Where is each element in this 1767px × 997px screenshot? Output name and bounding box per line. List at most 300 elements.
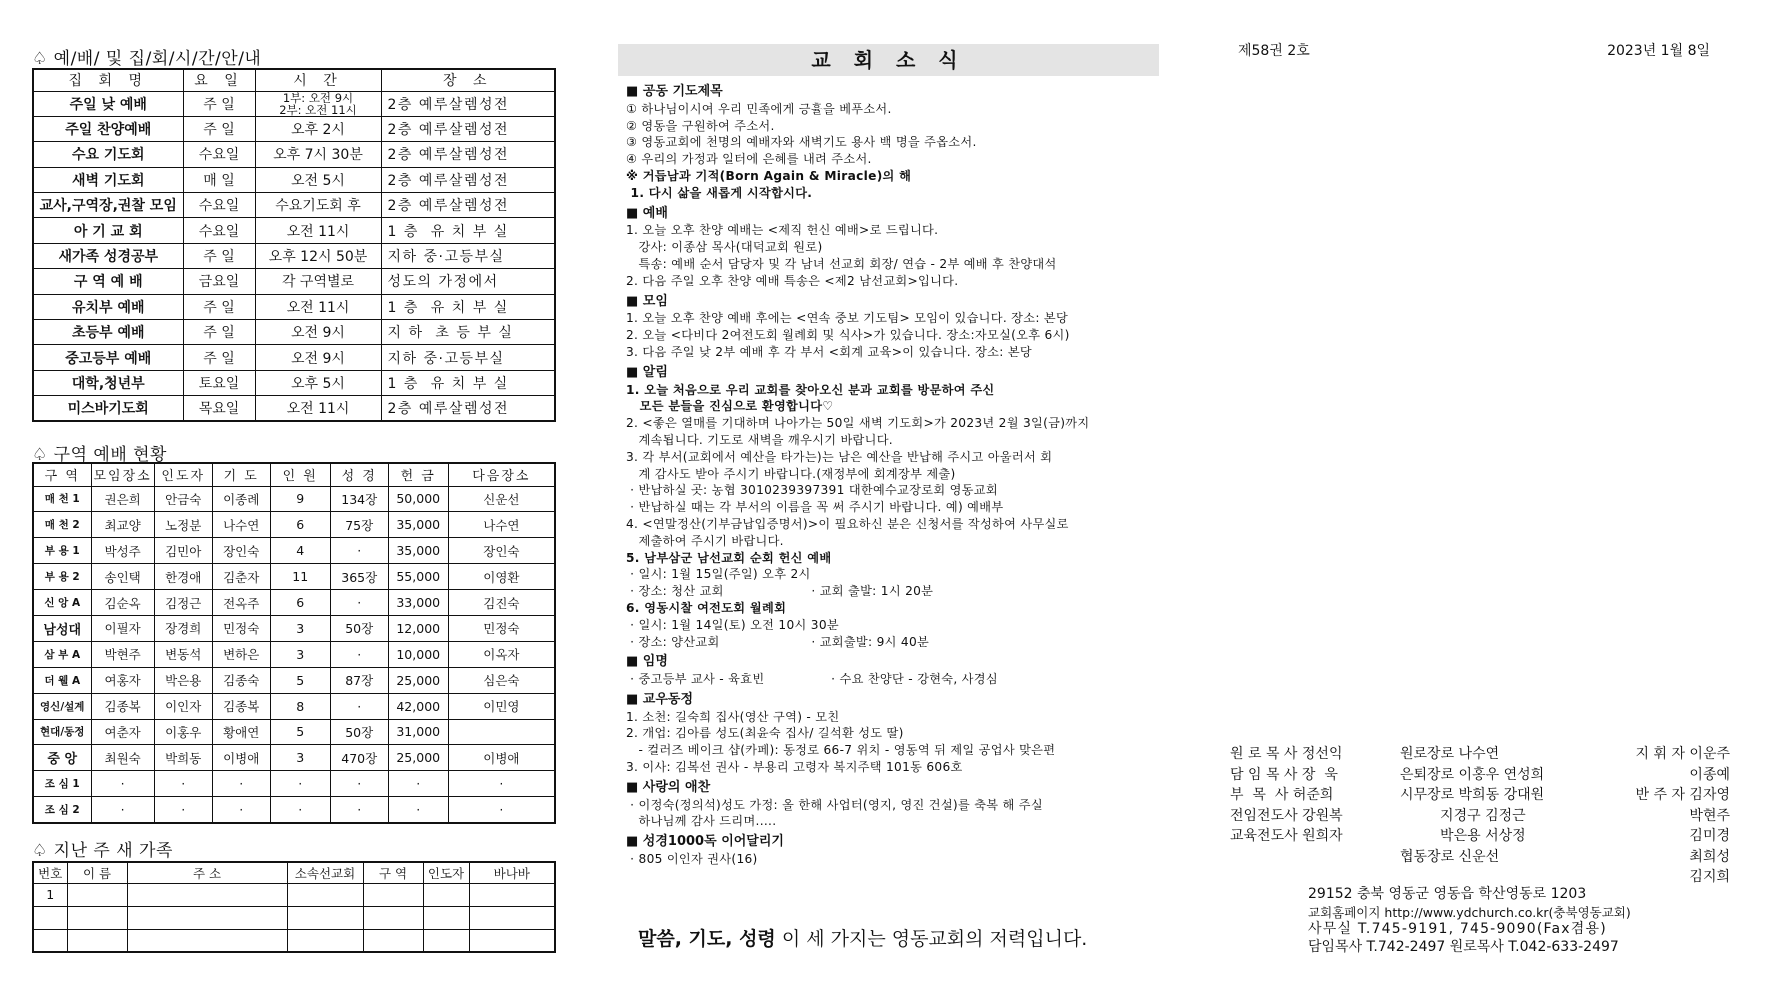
district-cell: 박현주 xyxy=(91,641,154,667)
district-cell: 김진숙 xyxy=(448,590,555,616)
motto-bold: 말씀, 기도, 성령 xyxy=(638,928,776,950)
worship-time: 오전 5시 xyxy=(255,167,381,192)
staff-entry: 이종예 xyxy=(1689,766,1730,783)
news-section-heading: ■ 예배 xyxy=(626,205,668,221)
news-line: · 장소: 양산교회 · 교회출발: 9시 40분 xyxy=(626,634,930,649)
news-line: 모든 분들을 진심으로 환영합니다♡ xyxy=(626,399,834,414)
district-cell: 박은용 xyxy=(154,667,212,693)
district-cell: · xyxy=(330,590,388,616)
district-cell: 이홍우 xyxy=(154,719,212,745)
worship-name: 대학,청년부 xyxy=(33,370,183,395)
staff-entry: 박은용 서상정 xyxy=(1400,828,1526,844)
newcomer-cell xyxy=(287,929,363,952)
district-status-title: ♤ 구역 예배 현황 xyxy=(32,445,167,465)
district-cell: 5 xyxy=(270,719,330,745)
worship-time: 오전 9시 xyxy=(255,345,381,370)
district-name: 부 용 2 xyxy=(33,564,91,590)
district-cell: 50,000 xyxy=(388,486,448,512)
district-cell: 김춘자 xyxy=(212,564,270,590)
church-news-body xyxy=(626,80,1166,868)
newcomer-row xyxy=(33,929,555,952)
district-cell: 이병애 xyxy=(212,745,270,771)
worship-day: 토요일 xyxy=(183,370,255,395)
district-cell: · xyxy=(154,771,212,797)
worship-place: 지하 중·고등부실 xyxy=(381,243,555,268)
district-name: 현대/동정 xyxy=(33,719,91,745)
worship-name: 구 역 예 배 xyxy=(33,269,183,294)
staff-entry: 반 주 자 김자영 xyxy=(1635,787,1730,803)
news-section-heading: ■ 성경1000독 이어달리기 xyxy=(626,834,784,850)
district-cell: 김종복 xyxy=(212,693,270,719)
district-cell: 9 xyxy=(270,486,330,512)
newcomer-header: 이 름 xyxy=(67,862,127,883)
newcomer-cell xyxy=(423,906,469,929)
worship-header: 시 간 xyxy=(255,69,381,91)
district-cell: 25,000 xyxy=(388,745,448,771)
news-line: ④ 우리의 가정과 일터에 은혜를 내려 주소서. xyxy=(626,152,872,167)
district-cell: 박희동 xyxy=(154,745,212,771)
worship-name: 미스바기도회 xyxy=(33,396,183,421)
news-section xyxy=(626,834,1166,868)
district-cell: · xyxy=(388,797,448,823)
district-cell: · xyxy=(388,771,448,797)
news-line: 5. 남부삼군 남선교회 순회 헌신 예배 xyxy=(626,550,832,565)
district-cell: · xyxy=(448,771,555,797)
news-line: 6. 영동시찰 여전도회 월례회 xyxy=(626,600,787,615)
newcomer-cell xyxy=(67,883,127,906)
worship-day: 수요일 xyxy=(183,142,255,167)
newcomer-cell xyxy=(469,883,555,906)
news-line: 1. 소천: 길숙희 집사(영산 구역) - 모친 xyxy=(626,709,840,724)
worship-row xyxy=(33,294,555,319)
worship-time: 오후 12시 50분 xyxy=(255,243,381,268)
church-news-title: 교 회 소 식 xyxy=(618,44,1159,76)
district-cell xyxy=(448,719,555,745)
news-line: 1. 오늘 오후 찬양 예배는 <제직 헌신 예배>로 드립니다. xyxy=(626,223,939,238)
worship-name: 새가족 성경공부 xyxy=(33,243,183,268)
newcomer-cell xyxy=(127,906,287,929)
district-cell: 노정분 xyxy=(154,512,212,538)
newcomer-header-row xyxy=(33,862,555,883)
district-cell: 김순옥 xyxy=(91,590,154,616)
district-cell: 365장 xyxy=(330,564,388,590)
district-header: 헌 금 xyxy=(388,463,448,486)
district-cell: 이필자 xyxy=(91,615,154,641)
district-cell: 여홍자 xyxy=(91,667,154,693)
worship-time: 오전 11시 xyxy=(255,294,381,319)
district-cell: 김정근 xyxy=(154,590,212,616)
district-name: 매 천 1 xyxy=(33,486,91,512)
newcomer-cell xyxy=(423,929,469,952)
district-cell: 최원숙 xyxy=(91,745,154,771)
district-header: 인 원 xyxy=(270,463,330,486)
news-section-heading: ■ 사랑의 애찬 xyxy=(626,779,711,795)
staff-entry: 지경구 김정근 xyxy=(1400,807,1526,824)
worship-row xyxy=(33,345,555,370)
news-section-heading: ■ 모임 xyxy=(626,293,668,309)
newcomer-header: 소속선교회 xyxy=(287,862,363,883)
newcomer-header: 인도자 xyxy=(423,862,469,883)
worship-time: 1부: 오전 9시 2부: 오전 11시 xyxy=(255,91,381,116)
district-name: 조 심 2 xyxy=(33,797,91,823)
district-rows xyxy=(33,486,555,823)
worship-time: 오후 5시 xyxy=(255,370,381,395)
district-cell: · xyxy=(330,641,388,667)
motto-rest: 이 세 가지는 영동교회의 저력입니다. xyxy=(775,928,1088,950)
district-name: 조 심 1 xyxy=(33,771,91,797)
district-cell: 장인숙 xyxy=(448,538,555,564)
district-row xyxy=(33,641,555,667)
district-row xyxy=(33,538,555,564)
news-line: 2. <좋은 열매를 기대하며 나아가는 50일 새벽 기도회>가 2023년 2월 3일(금)까지 xyxy=(626,416,1090,431)
district-cell: 민정숙 xyxy=(212,615,270,641)
worship-day: 주 일 xyxy=(183,116,255,141)
district-cell: 나수연 xyxy=(448,512,555,538)
district-cell: 권은희 xyxy=(91,486,154,512)
news-line: 3. 각 부서(교회에서 예산을 타가는)는 남은 예산을 반납해 주시고 아울러서 회 xyxy=(626,449,1053,464)
news-line: ② 영동을 구원하여 주소서. xyxy=(626,118,775,133)
newcomer-header: 바나바 xyxy=(469,862,555,883)
district-cell: 75장 xyxy=(330,512,388,538)
worship-name: 아 기 교 회 xyxy=(33,218,183,243)
district-cell: · xyxy=(270,797,330,823)
district-cell: · xyxy=(330,771,388,797)
worship-row xyxy=(33,320,555,345)
worship-place: 지하 중·고등부실 xyxy=(381,345,555,370)
district-cell: · xyxy=(330,693,388,719)
newcomer-cell xyxy=(67,929,127,952)
news-line: 계 감사도 받아 주시기 바랍니다.(재정부에 회계장부 제출) xyxy=(626,466,956,481)
newcomer-cell xyxy=(127,883,287,906)
district-cell: 10,000 xyxy=(388,641,448,667)
worship-row xyxy=(33,142,555,167)
district-cell: 장경희 xyxy=(154,615,212,641)
district-name: 신 앙 A xyxy=(33,590,91,616)
news-section xyxy=(626,206,1166,290)
district-cell: 이민영 xyxy=(448,693,555,719)
pastor-phone-line: 담임목사 T.742-2497 원로목사 T.042-633-2497 xyxy=(1308,938,1619,955)
staff-entry: 전임전도사 강원복 xyxy=(1230,807,1343,824)
news-line: · 805 이인자 권사(16) xyxy=(626,852,758,867)
news-line: 제출하여 주시기 바랍니다. xyxy=(626,533,784,548)
newcomer-cell xyxy=(33,929,67,952)
district-header: 성 경 xyxy=(330,463,388,486)
district-header: 구 역 xyxy=(33,463,91,486)
news-section xyxy=(626,780,1166,830)
worship-place: 1 층 유 치 부 실 xyxy=(381,218,555,243)
worship-time: 오전 11시 xyxy=(255,396,381,421)
newcomer-cell xyxy=(67,906,127,929)
district-row xyxy=(33,745,555,771)
newcomer-row xyxy=(33,883,555,906)
district-cell: 전옥주 xyxy=(212,590,270,616)
district-name: 더 웰 A xyxy=(33,667,91,693)
homepage-line: 교회홈페이지 http://www.ydchurch.co.kr(충북영동교회) xyxy=(1308,904,1631,920)
district-status-table xyxy=(32,462,556,824)
church-address-block xyxy=(1308,886,1631,956)
worship-time: 오후 2시 xyxy=(255,116,381,141)
staff-entry: 은퇴장로 이홍우 연성희 xyxy=(1400,766,1545,783)
news-line: 2. 개업: 김아름 성도(최윤숙 집사/ 길석환 성도 딸) xyxy=(626,726,904,741)
newcomer-cell xyxy=(287,906,363,929)
news-line: · 중고등부 교사 - 육효빈 · 수요 찬양단 - 강현숙, 사경심 xyxy=(626,672,998,687)
district-cell: 이인자 xyxy=(154,693,212,719)
news-line: 1. 다시 삶을 새롭게 시작합시다. xyxy=(626,185,813,200)
staff-entry: 최희성 xyxy=(1689,848,1730,865)
worship-place: 2층 예루살렘성전 xyxy=(381,142,555,167)
news-line: 2. 오늘 <다비다 2여전도회 월례회 및 식사>가 있습니다. 장소:자모실(오후 6시) xyxy=(626,328,1070,343)
newcomer-table xyxy=(32,861,556,953)
news-line: · 반납하실 때는 각 부서의 이름을 꼭 써 주시기 바랍니다. 예) 예배부 xyxy=(626,500,1004,515)
district-cell: 87장 xyxy=(330,667,388,693)
worship-schedule-table xyxy=(32,68,556,422)
worship-day: 목요일 xyxy=(183,396,255,421)
staff-entry: 원로장로 나수연 xyxy=(1400,746,1500,762)
newcomer-row xyxy=(33,906,555,929)
staff-entry: 시무장로 박희동 강대원 xyxy=(1400,787,1545,803)
news-line: · 일시: 1월 15일(주일) 오후 2시 xyxy=(626,567,811,582)
news-line: 4. <연말정산(기부금납입증명서)>이 필요하신 분은 신청서를 작성하여 사무실로 xyxy=(626,516,1069,531)
district-cell: 심은숙 xyxy=(448,667,555,693)
worship-place: 1 층 유 치 부 실 xyxy=(381,370,555,395)
district-cell: 55,000 xyxy=(388,564,448,590)
news-section xyxy=(626,692,1166,776)
worship-rows xyxy=(33,91,555,421)
newcomer-header: 주 소 xyxy=(127,862,287,883)
district-cell: 송인택 xyxy=(91,564,154,590)
worship-header: 요 일 xyxy=(183,69,255,91)
staff-entry: 지 휘 자 이운주 xyxy=(1635,746,1730,762)
worship-place: 2층 예루살렘성전 xyxy=(381,193,555,218)
church-motto xyxy=(638,924,1087,951)
news-line: ③ 영동교회에 천명의 예배자와 새벽기도 용사 백 명을 주옵소서. xyxy=(626,135,977,150)
newcomer-cell xyxy=(127,929,287,952)
worship-place: 2층 예루살렘성전 xyxy=(381,91,555,116)
staff-entry: 김지희 xyxy=(1689,869,1730,885)
district-cell: 황애연 xyxy=(212,719,270,745)
district-cell: · xyxy=(330,538,388,564)
worship-name: 수요 기도회 xyxy=(33,142,183,167)
worship-row xyxy=(33,243,555,268)
worship-header: 집 회 명 xyxy=(33,69,183,91)
address-line: 29152 충북 영동군 영동읍 학산영동로 1203 xyxy=(1308,886,1587,902)
staff-entry: 협동장로 신운선 xyxy=(1400,848,1500,865)
worship-day: 주 일 xyxy=(183,345,255,370)
worship-day: 주 일 xyxy=(183,91,255,116)
newcomer-cell: 1 xyxy=(33,883,67,906)
worship-time: 오후 7시 30분 xyxy=(255,142,381,167)
district-name: 영신/설계 xyxy=(33,693,91,719)
district-cell: · xyxy=(91,771,154,797)
district-cell: · xyxy=(91,797,154,823)
district-cell: 5 xyxy=(270,667,330,693)
district-name: 부 용 1 xyxy=(33,538,91,564)
district-row xyxy=(33,797,555,823)
worship-row xyxy=(33,370,555,395)
district-row xyxy=(33,693,555,719)
worship-name: 유치부 예배 xyxy=(33,294,183,319)
district-cell: 3 xyxy=(270,745,330,771)
district-cell: 신운선 xyxy=(448,486,555,512)
news-line: 계속됩니다. 기도로 새벽을 깨우시기 바랍니다. xyxy=(626,432,893,447)
news-line: · 일시: 1월 14일(토) 오전 10시 30분 xyxy=(626,617,839,632)
issue-number: 제58권 2호 xyxy=(1238,43,1310,59)
worship-time: 각 구역별로 xyxy=(255,269,381,294)
news-section xyxy=(626,84,1166,202)
district-cell: 민정숙 xyxy=(448,615,555,641)
news-line: 강사: 이종삼 목사(대덕교회 원로) xyxy=(626,240,823,255)
newcomer-cell xyxy=(363,883,423,906)
district-header: 인도자 xyxy=(154,463,212,486)
district-cell: 11 xyxy=(270,564,330,590)
district-name: 매 천 2 xyxy=(33,512,91,538)
news-section-heading: ■ 공동 기도제목 xyxy=(626,84,723,99)
worship-place: 2층 예루살렘성전 xyxy=(381,116,555,141)
news-line: · 반납하실 곳: 농협 3010239397391 대한예수교장로회 영동교회 xyxy=(626,483,998,498)
worship-place: 1 층 유 치 부 실 xyxy=(381,294,555,319)
worship-schedule-title: ♤ 예/배/ 및 집/회/시/간/안/내 xyxy=(32,49,262,69)
worship-name: 주일 찬양예배 xyxy=(33,116,183,141)
district-cell: 김종복 xyxy=(91,693,154,719)
worship-row xyxy=(33,167,555,192)
district-cell: 25,000 xyxy=(388,667,448,693)
district-cell: 4 xyxy=(270,538,330,564)
district-cell: 35,000 xyxy=(388,538,448,564)
newcomer-cell xyxy=(363,929,423,952)
district-row xyxy=(33,771,555,797)
district-cell: 3 xyxy=(270,641,330,667)
news-line: 3. 다음 주일 낮 2부 예배 후 각 부서 <회계 교육>이 있습니다. 장소: 본당 xyxy=(626,344,1032,359)
news-line: 3. 이사: 김복선 권사 - 부용리 고령자 복지주택 101동 606호 xyxy=(626,760,963,775)
newcomer-cell xyxy=(33,906,67,929)
district-cell: · xyxy=(212,771,270,797)
worship-place: 성도의 가정에서 xyxy=(381,269,555,294)
worship-day: 금요일 xyxy=(183,269,255,294)
district-cell: 이영환 xyxy=(448,564,555,590)
district-cell: · xyxy=(330,797,388,823)
district-cell: 6 xyxy=(270,512,330,538)
district-name: 삼 부 A xyxy=(33,641,91,667)
staff-entry: 담 임 목 사 장 욱 xyxy=(1230,766,1338,783)
district-cell: 한경애 xyxy=(154,564,212,590)
district-cell: · xyxy=(448,797,555,823)
district-cell: 변동석 xyxy=(154,641,212,667)
district-cell: 42,000 xyxy=(388,693,448,719)
worship-row xyxy=(33,396,555,421)
news-line: ※ 거듭남과 기적(Born Again & Miracle)의 해 xyxy=(626,168,912,183)
district-cell: 이병애 xyxy=(448,745,555,771)
district-cell: 134장 xyxy=(330,486,388,512)
staff-entry: 박현주 xyxy=(1689,807,1730,824)
news-section xyxy=(626,365,1166,651)
worship-name: 중고등부 예배 xyxy=(33,345,183,370)
newcomer-cell xyxy=(469,906,555,929)
district-name: 남성대 xyxy=(33,615,91,641)
district-cell: 김종숙 xyxy=(212,667,270,693)
worship-name: 주일 낮 예배 xyxy=(33,91,183,116)
district-cell: 12,000 xyxy=(388,615,448,641)
district-cell: · xyxy=(212,797,270,823)
news-line: 1. 오늘 처음으로 우리 교회를 찾아오신 분과 교회를 방문하여 주신 xyxy=(626,382,995,397)
district-cell: 장인숙 xyxy=(212,538,270,564)
worship-row xyxy=(33,218,555,243)
worship-name: 새벽 기도회 xyxy=(33,167,183,192)
staff-entry: 교육전도사 원희자 xyxy=(1230,828,1343,844)
news-section-heading: ■ 임명 xyxy=(626,654,668,670)
music-staff-list xyxy=(1600,744,1730,888)
district-cell: 이옥자 xyxy=(448,641,555,667)
district-cell: 최교양 xyxy=(91,512,154,538)
worship-day: 수요일 xyxy=(183,218,255,243)
district-row xyxy=(33,667,555,693)
district-header: 다음장소 xyxy=(448,463,555,486)
district-cell: 8 xyxy=(270,693,330,719)
worship-row xyxy=(33,116,555,141)
news-section xyxy=(626,654,1166,688)
worship-name: 초등부 예배 xyxy=(33,320,183,345)
worship-place: 지 하 초 등 부 실 xyxy=(381,320,555,345)
worship-place: 2층 예루살렘성전 xyxy=(381,396,555,421)
district-row xyxy=(33,512,555,538)
news-line: 하나님께 감사 드리며..... xyxy=(626,814,777,829)
worship-time: 오전 9시 xyxy=(255,320,381,345)
district-header: 기 도 xyxy=(212,463,270,486)
district-row xyxy=(33,590,555,616)
staff-entry: 부 목 사 허준희 xyxy=(1230,787,1334,803)
newcomer-rows xyxy=(33,883,555,952)
district-cell: 김민아 xyxy=(154,538,212,564)
news-line: · 장소: 청산 교회 · 교회 출발: 1시 20분 xyxy=(626,584,934,599)
district-cell: 여춘자 xyxy=(91,719,154,745)
district-row xyxy=(33,615,555,641)
worship-header-row xyxy=(33,69,555,91)
worship-day: 주 일 xyxy=(183,243,255,268)
worship-row xyxy=(33,269,555,294)
newcomer-title: ♤ 지난 주 새 가족 xyxy=(32,841,173,861)
district-row xyxy=(33,719,555,745)
worship-day: 주 일 xyxy=(183,294,255,319)
district-row xyxy=(33,486,555,512)
news-line: 2. 다음 주일 오후 찬양 예배 특송은 <제2 남선교회>입니다. xyxy=(626,273,959,288)
newcomer-header: 번호 xyxy=(33,862,67,883)
news-section-heading: ■ 교우동정 xyxy=(626,691,694,707)
district-header-row xyxy=(33,463,555,486)
news-line: 1. 오늘 오후 찬양 예배 후에는 <연속 중보 기도팀> 모임이 있습니다. 장소: 본당 xyxy=(626,311,1069,326)
district-cell: 470장 xyxy=(330,745,388,771)
news-line: - 컬러즈 베이크 샵(카페): 동정로 66-7 위치 - 영동역 뒤 제일 공업사 맞은편 xyxy=(626,743,1056,758)
pastor-staff-list xyxy=(1230,744,1343,847)
worship-time: 수요기도회 후 xyxy=(255,193,381,218)
worship-day: 주 일 xyxy=(183,320,255,345)
district-cell: 3 xyxy=(270,615,330,641)
district-cell: 안금숙 xyxy=(154,486,212,512)
district-cell: 6 xyxy=(270,590,330,616)
news-section-heading: ■ 알림 xyxy=(626,364,668,380)
district-cell: 박성주 xyxy=(91,538,154,564)
news-section xyxy=(626,294,1166,361)
district-cell: 이종례 xyxy=(212,486,270,512)
office-phone-line: 사무실 T.745-9191, 745-9090(Fax겸용) xyxy=(1308,921,1607,937)
staff-entry: 원 로 목 사 정선익 xyxy=(1230,746,1343,762)
district-cell: 50장 xyxy=(330,719,388,745)
newcomer-header: 구 역 xyxy=(363,862,423,883)
newcomer-cell xyxy=(423,883,469,906)
district-cell: 50장 xyxy=(330,615,388,641)
newcomer-cell xyxy=(469,929,555,952)
elder-staff-list xyxy=(1400,744,1544,867)
district-cell: 35,000 xyxy=(388,512,448,538)
district-cell: 변하은 xyxy=(212,641,270,667)
